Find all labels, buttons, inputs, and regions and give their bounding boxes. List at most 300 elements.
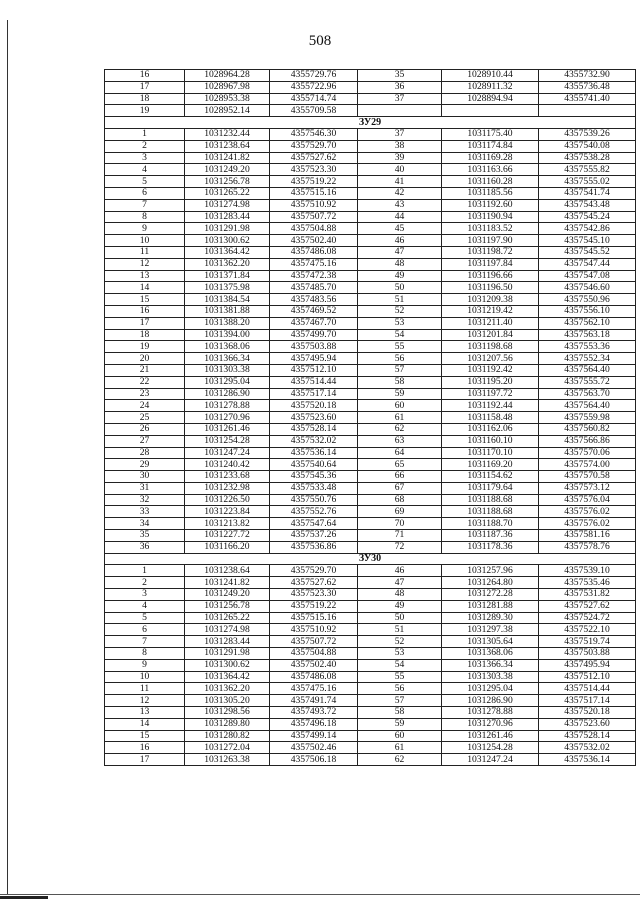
x-coordinate-cell: 1031175.40 [442, 128, 539, 140]
point-number-cell: 54 [358, 329, 442, 341]
table-row [105, 459, 636, 471]
y-coordinate-cell: 4357520.18 [539, 707, 636, 719]
y-coordinate-cell: 4357546.60 [539, 282, 636, 294]
y-coordinate-cell: 4357559.98 [539, 412, 636, 424]
y-coordinate-cell: 4357532.02 [539, 742, 636, 754]
point-number-cell: 7 [105, 636, 185, 648]
section-title: ЗУ30 [105, 553, 636, 565]
table-row [105, 246, 636, 258]
point-number-cell: 22 [105, 376, 185, 388]
y-coordinate-cell: 4357507.72 [270, 211, 358, 223]
point-number-cell: 62 [358, 423, 442, 435]
point-number-cell: 29 [105, 459, 185, 471]
y-coordinate-cell: 4357573.12 [539, 482, 636, 494]
y-coordinate-cell: 4357553.36 [539, 341, 636, 353]
point-number-cell: 20 [105, 353, 185, 365]
x-coordinate-cell: 1031192.42 [442, 364, 539, 376]
x-coordinate-cell: 1031303.38 [442, 671, 539, 683]
point-number-cell: 56 [358, 353, 442, 365]
table-row [105, 671, 636, 683]
x-coordinate-cell: 1031160.28 [442, 176, 539, 188]
y-coordinate-cell: 4357555.82 [539, 164, 636, 176]
x-coordinate-cell: 1031278.88 [185, 400, 270, 412]
y-coordinate-cell: 4357547.08 [539, 270, 636, 282]
x-coordinate-cell: 1031368.06 [185, 341, 270, 353]
point-number-cell: 30 [105, 471, 185, 483]
table-row [105, 447, 636, 459]
table-row [105, 258, 636, 270]
point-number-cell: 11 [105, 246, 185, 258]
y-coordinate-cell: 4357520.18 [270, 400, 358, 412]
point-number-cell: 19 [105, 341, 185, 353]
y-coordinate-cell: 4355722.96 [270, 81, 358, 93]
x-coordinate-cell: 1031219.42 [442, 305, 539, 317]
y-coordinate-cell: 4357467.70 [270, 317, 358, 329]
x-coordinate-cell [442, 105, 539, 117]
y-coordinate-cell: 4357519.74 [539, 636, 636, 648]
y-coordinate-cell: 4357545.24 [539, 211, 636, 223]
table-row [105, 294, 636, 306]
x-coordinate-cell: 1031303.38 [185, 364, 270, 376]
y-coordinate-cell: 4355732.90 [539, 70, 636, 82]
point-number-cell: 47 [358, 577, 442, 589]
y-coordinate-cell: 4357581.16 [539, 530, 636, 542]
point-number-cell: 64 [358, 447, 442, 459]
x-coordinate-cell: 1031249.20 [185, 164, 270, 176]
x-coordinate-cell: 1031197.90 [442, 235, 539, 247]
x-coordinate-cell: 1031388.20 [185, 317, 270, 329]
table-row [105, 742, 636, 754]
y-coordinate-cell: 4357542.86 [539, 223, 636, 235]
point-number-cell: 2 [105, 140, 185, 152]
y-coordinate-cell: 4357555.72 [539, 376, 636, 388]
y-coordinate-cell: 4355736.48 [539, 81, 636, 93]
x-coordinate-cell: 1031163.66 [442, 164, 539, 176]
table-row [105, 518, 636, 530]
y-coordinate-cell: 4357485.70 [270, 282, 358, 294]
table-row [105, 530, 636, 542]
x-coordinate-cell: 1031185.56 [442, 187, 539, 199]
point-number-cell: 16 [105, 305, 185, 317]
y-coordinate-cell: 4357527.62 [270, 152, 358, 164]
x-coordinate-cell: 1031278.88 [442, 707, 539, 719]
y-coordinate-cell: 4357560.82 [539, 423, 636, 435]
y-coordinate-cell: 4357564.40 [539, 364, 636, 376]
table-row [105, 600, 636, 612]
table-row [105, 565, 636, 577]
x-coordinate-cell: 1031371.84 [185, 270, 270, 282]
point-number-cell: 41 [358, 176, 442, 188]
point-number-cell: 58 [358, 707, 442, 719]
y-coordinate-cell: 4357502.40 [270, 659, 358, 671]
y-coordinate-cell: 4357475.16 [270, 683, 358, 695]
x-coordinate-cell: 1031270.96 [185, 412, 270, 424]
y-coordinate-cell: 4357547.44 [539, 258, 636, 270]
y-coordinate-cell: 4357545.52 [539, 246, 636, 258]
x-coordinate-cell: 1031207.56 [442, 353, 539, 365]
table-row [105, 270, 636, 282]
y-coordinate-cell: 4357527.62 [539, 600, 636, 612]
x-coordinate-cell: 1031366.34 [185, 353, 270, 365]
y-coordinate-cell: 4357574.00 [539, 459, 636, 471]
table-row [105, 140, 636, 152]
x-coordinate-cell: 1031158.48 [442, 412, 539, 424]
x-coordinate-cell: 1031366.34 [442, 659, 539, 671]
x-coordinate-cell: 1031190.94 [442, 211, 539, 223]
table-row [105, 648, 636, 660]
point-number-cell: 49 [358, 600, 442, 612]
y-coordinate-cell: 4357528.14 [270, 423, 358, 435]
y-coordinate-cell: 4357523.30 [270, 164, 358, 176]
y-coordinate-cell: 4357570.06 [539, 447, 636, 459]
scan-mark [0, 896, 48, 899]
y-coordinate-cell: 4357523.30 [270, 589, 358, 601]
y-coordinate-cell: 4357519.22 [270, 600, 358, 612]
x-coordinate-cell: 1031270.96 [442, 718, 539, 730]
point-number-cell: 8 [105, 211, 185, 223]
x-coordinate-cell: 1031261.46 [185, 423, 270, 435]
point-number-cell: 50 [358, 612, 442, 624]
x-coordinate-cell: 1031247.24 [185, 447, 270, 459]
x-coordinate-cell: 1031169.20 [442, 459, 539, 471]
point-number-cell: 40 [358, 164, 442, 176]
point-number-cell: 51 [358, 294, 442, 306]
y-coordinate-cell: 4357564.40 [539, 400, 636, 412]
y-coordinate-cell: 4357552.34 [539, 353, 636, 365]
y-coordinate-cell: 4357504.88 [270, 223, 358, 235]
point-number-cell: 1 [105, 565, 185, 577]
y-coordinate-cell: 4357536.14 [539, 754, 636, 766]
x-coordinate-cell: 1031257.96 [442, 565, 539, 577]
table-row [105, 364, 636, 376]
table-row [105, 435, 636, 447]
table-row [105, 329, 636, 341]
table-row [105, 282, 636, 294]
y-coordinate-cell: 4357529.70 [270, 565, 358, 577]
y-coordinate-cell: 4357510.92 [270, 624, 358, 636]
x-coordinate-cell: 1031305.64 [442, 636, 539, 648]
point-number-cell: 66 [358, 471, 442, 483]
point-number-cell: 13 [105, 707, 185, 719]
x-coordinate-cell: 1031289.30 [442, 612, 539, 624]
table-row [105, 235, 636, 247]
table-row [105, 223, 636, 235]
point-number-cell: 8 [105, 648, 185, 660]
x-coordinate-cell: 1031375.98 [185, 282, 270, 294]
x-coordinate-cell: 1031256.78 [185, 600, 270, 612]
point-number-cell: 61 [358, 742, 442, 754]
y-coordinate-cell: 4357537.26 [270, 530, 358, 542]
x-coordinate-cell: 1031178.36 [442, 541, 539, 553]
y-coordinate-cell: 4357523.60 [270, 412, 358, 424]
table-row [105, 81, 636, 93]
table-row [105, 482, 636, 494]
x-coordinate-cell: 1031384.54 [185, 294, 270, 306]
point-number-cell: 37 [358, 128, 442, 140]
table-row [105, 164, 636, 176]
point-number-cell: 60 [358, 400, 442, 412]
point-number-cell: 34 [105, 518, 185, 530]
table-row [105, 506, 636, 518]
x-coordinate-cell: 1031192.44 [442, 400, 539, 412]
scan-bottom-line [0, 894, 640, 895]
x-coordinate-cell: 1031362.20 [185, 258, 270, 270]
x-coordinate-cell: 1031291.98 [185, 223, 270, 235]
table-row [105, 70, 636, 82]
x-coordinate-cell: 1031280.82 [185, 730, 270, 742]
y-coordinate-cell: 4357578.76 [539, 541, 636, 553]
y-coordinate-cell: 4357502.40 [270, 235, 358, 247]
point-number-cell: 21 [105, 364, 185, 376]
y-coordinate-cell: 4357539.10 [539, 565, 636, 577]
y-coordinate-cell: 4357546.30 [270, 128, 358, 140]
table-row [105, 683, 636, 695]
point-number-cell: 71 [358, 530, 442, 542]
x-coordinate-cell: 1031209.38 [442, 294, 539, 306]
x-coordinate-cell: 1031247.24 [442, 754, 539, 766]
point-number-cell: 48 [358, 589, 442, 601]
y-coordinate-cell: 4357532.02 [270, 435, 358, 447]
table-row [105, 128, 636, 140]
point-number-cell: 17 [105, 81, 185, 93]
x-coordinate-cell: 1031283.44 [185, 636, 270, 648]
point-number-cell: 16 [105, 70, 185, 82]
table-row [105, 471, 636, 483]
x-coordinate-cell: 1031289.80 [185, 718, 270, 730]
y-coordinate-cell: 4357517.14 [539, 695, 636, 707]
x-coordinate-cell: 1031265.22 [185, 187, 270, 199]
table-row [105, 659, 636, 671]
point-number-cell: 17 [105, 317, 185, 329]
y-coordinate-cell: 4357543.48 [539, 199, 636, 211]
x-coordinate-cell: 1031265.22 [185, 612, 270, 624]
y-coordinate-cell: 4357538.28 [539, 152, 636, 164]
x-coordinate-cell: 1031197.84 [442, 258, 539, 270]
point-number-cell: 47 [358, 246, 442, 258]
y-coordinate-cell: 4357570.58 [539, 471, 636, 483]
y-coordinate-cell: 4357504.88 [270, 648, 358, 660]
point-number-cell: 28 [105, 447, 185, 459]
point-number-cell: 42 [358, 187, 442, 199]
x-coordinate-cell: 1031170.10 [442, 447, 539, 459]
x-coordinate-cell: 1031198.72 [442, 246, 539, 258]
x-coordinate-cell: 1031364.42 [185, 671, 270, 683]
point-number-cell: 57 [358, 364, 442, 376]
x-coordinate-cell: 1031211.40 [442, 317, 539, 329]
x-coordinate-cell: 1031286.90 [442, 695, 539, 707]
y-coordinate-cell: 4357502.46 [270, 742, 358, 754]
point-number-cell: 61 [358, 412, 442, 424]
table-row [105, 211, 636, 223]
x-coordinate-cell: 1031174.84 [442, 140, 539, 152]
x-coordinate-cell: 1028911.32 [442, 81, 539, 93]
point-number-cell: 6 [105, 187, 185, 199]
table-row [105, 423, 636, 435]
y-coordinate-cell: 4357499.14 [270, 730, 358, 742]
point-number-cell: 24 [105, 400, 185, 412]
point-number-cell: 15 [105, 730, 185, 742]
y-coordinate-cell: 4357499.70 [270, 329, 358, 341]
x-coordinate-cell: 1031261.46 [442, 730, 539, 742]
x-coordinate-cell: 1031196.66 [442, 270, 539, 282]
y-coordinate-cell: 4357496.18 [270, 718, 358, 730]
y-coordinate-cell: 4357512.10 [539, 671, 636, 683]
point-number-cell: 50 [358, 282, 442, 294]
table-row [105, 577, 636, 589]
y-coordinate-cell: 4357514.44 [270, 376, 358, 388]
point-number-cell: 31 [105, 482, 185, 494]
point-number-cell: 4 [105, 600, 185, 612]
x-coordinate-cell: 1031272.04 [185, 742, 270, 754]
point-number-cell: 14 [105, 282, 185, 294]
x-coordinate-cell: 1028953.38 [185, 93, 270, 105]
y-coordinate-cell [539, 105, 636, 117]
table-row [105, 589, 636, 601]
point-number-cell: 59 [358, 718, 442, 730]
y-coordinate-cell: 4357527.62 [270, 577, 358, 589]
point-number-cell: 63 [358, 435, 442, 447]
point-number-cell: 69 [358, 506, 442, 518]
point-number-cell: 11 [105, 683, 185, 695]
y-coordinate-cell: 4357576.04 [539, 494, 636, 506]
x-coordinate-cell: 1031264.80 [442, 577, 539, 589]
y-coordinate-cell: 4357475.16 [270, 258, 358, 270]
point-number-cell: 67 [358, 482, 442, 494]
y-coordinate-cell: 4357495.94 [539, 659, 636, 671]
x-coordinate-cell: 1031394.00 [185, 329, 270, 341]
y-coordinate-cell: 4357545.36 [270, 471, 358, 483]
x-coordinate-cell: 1031263.38 [185, 754, 270, 766]
point-number-cell: 46 [358, 235, 442, 247]
x-coordinate-cell: 1031226.50 [185, 494, 270, 506]
table-row [105, 187, 636, 199]
x-coordinate-cell: 1031183.52 [442, 223, 539, 235]
point-number-cell: 32 [105, 494, 185, 506]
y-coordinate-cell: 4357503.88 [539, 648, 636, 660]
y-coordinate-cell: 4357510.92 [270, 199, 358, 211]
point-number-cell: 36 [358, 81, 442, 93]
y-coordinate-cell: 4355714.74 [270, 93, 358, 105]
y-coordinate-cell: 4355741.40 [539, 93, 636, 105]
point-number-cell: 51 [358, 624, 442, 636]
x-coordinate-cell: 1031364.42 [185, 246, 270, 258]
point-number-cell: 2 [105, 577, 185, 589]
y-coordinate-cell: 4357519.22 [270, 176, 358, 188]
page-number: 508 [308, 33, 332, 49]
table-row [105, 624, 636, 636]
point-number-cell: 5 [105, 176, 185, 188]
point-number-cell: 62 [358, 754, 442, 766]
y-coordinate-cell: 4357550.76 [270, 494, 358, 506]
x-coordinate-cell: 1031256.78 [185, 176, 270, 188]
y-coordinate-cell: 4357545.10 [539, 235, 636, 247]
x-coordinate-cell: 1031188.68 [442, 506, 539, 518]
point-number-cell: 26 [105, 423, 185, 435]
point-number-cell: 70 [358, 518, 442, 530]
table-row [105, 376, 636, 388]
point-number-cell: 36 [105, 541, 185, 553]
y-coordinate-cell: 4357566.86 [539, 435, 636, 447]
x-coordinate-cell: 1031274.98 [185, 624, 270, 636]
table-row [105, 636, 636, 648]
x-coordinate-cell: 1031300.62 [185, 659, 270, 671]
point-number-cell: 39 [358, 152, 442, 164]
point-number-cell: 18 [105, 329, 185, 341]
point-number-cell: 33 [105, 506, 185, 518]
point-number-cell: 19 [105, 105, 185, 117]
x-coordinate-cell: 1031188.70 [442, 518, 539, 530]
y-coordinate-cell: 4357512.10 [270, 364, 358, 376]
y-coordinate-cell: 4357540.64 [270, 459, 358, 471]
point-number-cell: 54 [358, 659, 442, 671]
y-coordinate-cell: 4357493.72 [270, 707, 358, 719]
y-coordinate-cell: 4357555.02 [539, 176, 636, 188]
y-coordinate-cell: 4357524.72 [539, 612, 636, 624]
point-number-cell: 45 [358, 223, 442, 235]
y-coordinate-cell: 4357495.94 [270, 353, 358, 365]
y-coordinate-cell: 4357522.10 [539, 624, 636, 636]
point-number-cell: 12 [105, 258, 185, 270]
y-coordinate-cell: 4357540.08 [539, 140, 636, 152]
point-number-cell: 58 [358, 376, 442, 388]
y-coordinate-cell: 4357576.02 [539, 518, 636, 530]
y-coordinate-cell: 4357563.18 [539, 329, 636, 341]
y-coordinate-cell: 4357547.64 [270, 518, 358, 530]
point-number-cell: 68 [358, 494, 442, 506]
table-row [105, 317, 636, 329]
table-row [105, 93, 636, 105]
point-number-cell: 44 [358, 211, 442, 223]
x-coordinate-cell: 1028894.94 [442, 93, 539, 105]
x-coordinate-cell: 1031241.82 [185, 152, 270, 164]
point-number-cell: 14 [105, 718, 185, 730]
point-number-cell: 17 [105, 754, 185, 766]
x-coordinate-cell: 1031162.06 [442, 423, 539, 435]
y-coordinate-cell: 4357563.70 [539, 388, 636, 400]
table-row [105, 754, 636, 766]
table-row [105, 612, 636, 624]
point-number-cell: 57 [358, 695, 442, 707]
y-coordinate-cell: 4357576.02 [539, 506, 636, 518]
table-row [105, 152, 636, 164]
point-number-cell: 18 [105, 93, 185, 105]
section-title: ЗУ29 [105, 117, 636, 129]
point-number-cell: 13 [105, 270, 185, 282]
x-coordinate-cell: 1031274.98 [185, 199, 270, 211]
point-number-cell: 23 [105, 388, 185, 400]
y-coordinate-cell: 4357552.76 [270, 506, 358, 518]
point-number-cell: 3 [105, 589, 185, 601]
x-coordinate-cell: 1031160.10 [442, 435, 539, 447]
table-row [105, 341, 636, 353]
point-number-cell: 27 [105, 435, 185, 447]
y-coordinate-cell: 4357503.88 [270, 341, 358, 353]
table-row [105, 176, 636, 188]
x-coordinate-cell: 1031232.44 [185, 128, 270, 140]
point-number-cell [358, 105, 442, 117]
x-coordinate-cell: 1031272.28 [442, 589, 539, 601]
y-coordinate-cell: 4355709.58 [270, 105, 358, 117]
x-coordinate-cell: 1031281.88 [442, 600, 539, 612]
x-coordinate-cell: 1031166.20 [185, 541, 270, 553]
point-number-cell: 37 [358, 93, 442, 105]
x-coordinate-cell: 1031368.06 [442, 648, 539, 660]
x-coordinate-cell: 1031241.82 [185, 577, 270, 589]
y-coordinate-cell: 4357472.38 [270, 270, 358, 282]
x-coordinate-cell: 1031187.36 [442, 530, 539, 542]
point-number-cell: 7 [105, 199, 185, 211]
point-number-cell: 53 [358, 317, 442, 329]
